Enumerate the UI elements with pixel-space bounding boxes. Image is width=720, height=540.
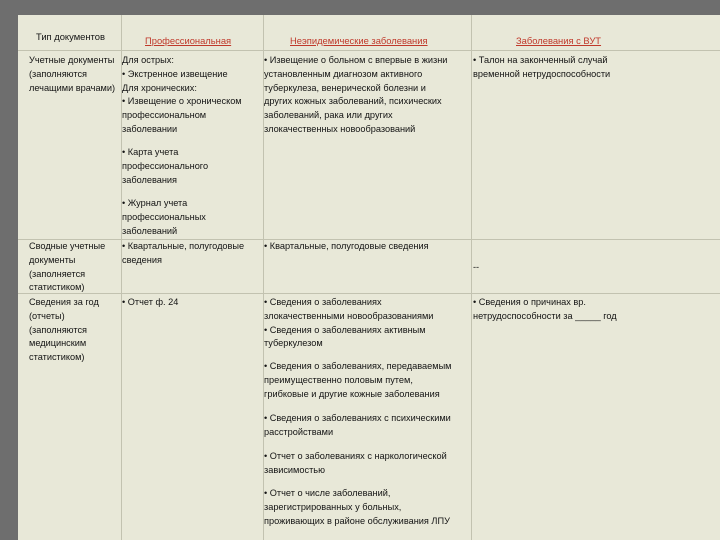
header-vut: Заболевания с ВУТ	[516, 35, 602, 46]
neep-report-oncology-tb: • Сведения о заболеваниях злокачественными новообразованиями • Сведения о заболеваниях активным туберкулезом	[264, 297, 434, 349]
neep-notice-block: • Извещение о больном с впервые в жизни установленным диагнозом активного туберкулеза, венерической болезни и других кожных заболеваний, психических заболеваний, рака или других злокачественных новообразований	[264, 55, 448, 134]
neep-report-narcology: • Отчет о заболеваниях с наркологической зависимостью	[264, 451, 447, 475]
prof-notice-block: Для острых: • Экстренное извещение Для хронических: • Извещение о хроническом профессиональном заболевании	[122, 55, 242, 134]
neep-quarterly-block: • Квартальные, полугодовые сведения	[264, 241, 429, 251]
prof-quarterly-block: • Квартальные, полугодовые сведения	[122, 241, 245, 265]
row-label-accounting: Учетные документы (заполняются лечащими врачами)	[29, 55, 116, 93]
row-label-summary: Сводные учетные документы (заполняется статистиком)	[29, 241, 106, 293]
slide	[18, 15, 720, 540]
vut-talon-block: • Талон на законченный случай временной нетрудоспособности	[473, 55, 611, 79]
header-non-epidemic: Неэпидемические заболевания	[290, 35, 428, 46]
header-document-type: Тип документов	[36, 31, 105, 42]
neep-report-psychiatric: • Сведения о заболеваниях с психическими расстройствами	[264, 413, 451, 437]
row-divider	[18, 293, 720, 294]
neep-report-district: • Отчет о числе заболеваний, зарегистрированных у больных, проживающих в районе обслуживания ЛПУ	[264, 488, 450, 526]
row-label-annual: Сведения за год (отчеты) (заполняются медицинским статистиком)	[29, 297, 99, 363]
row-divider	[18, 50, 720, 51]
prof-report-f24: • Отчет ф. 24	[122, 297, 179, 307]
header-professional: Профессиональная	[145, 35, 232, 46]
neep-report-std: • Сведения о заболеваниях, передаваемым преимущественно половым путем, грибковые и другие кожные заболевания	[264, 361, 452, 399]
column-divider	[471, 15, 472, 540]
vut-report-causes: • Сведения о причинах вр. нетрудоспособности за _____ год	[473, 297, 617, 321]
prof-registration-card: • Карта учета профессионального заболевания	[122, 147, 209, 185]
vut-summary-empty: --	[473, 262, 480, 272]
prof-registration-journal: • Журнал учета профессиональных заболеваний	[122, 198, 206, 236]
